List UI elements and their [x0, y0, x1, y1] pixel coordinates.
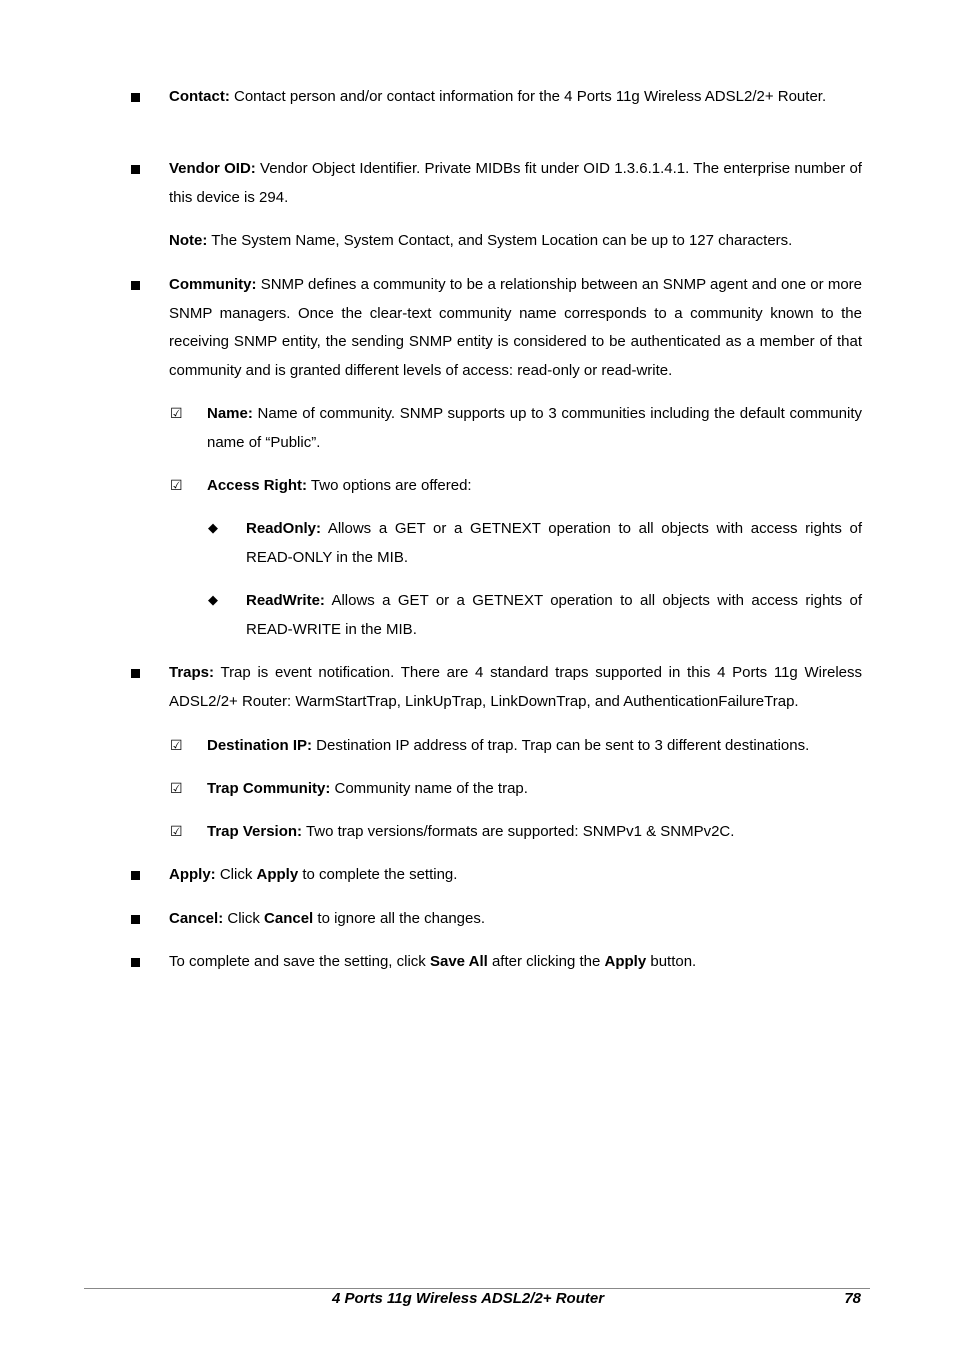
contact-paragraph [169, 83, 862, 112]
readwrite-paragraph [246, 587, 862, 644]
readonly-term: ReadOnly: [246, 520, 322, 537]
apply-text-2: to complete the setting. [298, 866, 458, 883]
access-right-text: Two options are offered: [307, 477, 472, 494]
trap-community-paragraph [207, 775, 862, 804]
checkbox-checked-icon: ☑ [170, 781, 183, 797]
community-term: Community: [169, 276, 257, 293]
save-paragraph [169, 948, 862, 977]
community-paragraph [169, 271, 862, 385]
destination-ip-paragraph [207, 732, 862, 761]
checkbox-checked-icon: ☑ [170, 406, 183, 422]
trap-version-text: Two trap versions/formats are supported: SNMPv1 & SNMPv2C. [302, 823, 735, 840]
bullet-square-icon [131, 93, 140, 102]
readwrite-term: ReadWrite: [246, 592, 325, 609]
trap-version-paragraph [207, 818, 862, 847]
apply-text-1: Click [215, 866, 257, 883]
save-text-2: after clicking the [487, 953, 605, 970]
name-text: Name of community. SNMP supports up to 3 communities including the default community name of “Public”. [207, 405, 862, 451]
contact-text: Contact person and/or contact information for the 4 Ports 11g Wireless ADSL2/2+ Router. [229, 88, 827, 105]
page-number: 78 [844, 1290, 861, 1307]
contact-term: Contact: [169, 88, 230, 105]
save-text-1: To complete and save the setting, click [169, 953, 430, 970]
traps-term: Traps: [169, 664, 215, 681]
destination-ip-term: Destination IP: [207, 737, 313, 754]
cancel-text-2: to ignore all the changes. [313, 910, 486, 927]
name-paragraph [207, 400, 862, 457]
access-right-paragraph [207, 472, 862, 501]
name-term: Name: [207, 405, 253, 422]
note-paragraph [169, 227, 862, 256]
vendor-oid-term: Vendor OID: [169, 160, 256, 177]
footer-rule [84, 1288, 870, 1289]
trap-community-term: Trap Community: [207, 780, 331, 797]
save-all-bold: Save All [429, 953, 488, 970]
note-term: Note: [169, 232, 208, 249]
apply-bold: Apply [604, 953, 647, 970]
vendor-oid-paragraph [169, 155, 862, 212]
bullet-square-icon [131, 958, 140, 967]
trap-version-term: Trap Version: [207, 823, 303, 840]
traps-text: Trap is event notification. There are 4 standard traps supported in this 4 Ports 11g Wireless ADSL2/2+ Router: WarmStartTrap, LinkUpTrap, LinkDownTrap, and AuthenticationFailureTrap. [169, 664, 862, 710]
bullet-square-icon [131, 915, 140, 924]
footer-title: 4 Ports 11g Wireless ADSL2/2+ Router [332, 1290, 605, 1307]
apply-bold: Apply [256, 866, 299, 883]
cancel-bold: Cancel [264, 910, 314, 927]
diamond-bullet-icon: ◆ [208, 521, 218, 536]
bullet-square-icon [131, 871, 140, 880]
vendor-oid-text: Vendor Object Identifier. Private MIDBs fit under OID 1.3.6.1.4.1. The enterprise number of this device is 294. [169, 160, 862, 206]
apply-term: Apply: [169, 866, 216, 883]
readonly-paragraph [246, 515, 862, 572]
traps-paragraph [169, 659, 862, 716]
destination-ip-text: Destination IP address of trap. Trap can be sent to 3 different destinations. [312, 737, 810, 754]
bullet-square-icon [131, 669, 140, 678]
save-text-3: button. [646, 953, 697, 970]
diamond-bullet-icon: ◆ [208, 593, 218, 608]
checkbox-checked-icon: ☑ [170, 738, 183, 754]
readonly-text: Allows a GET or a GETNEXT operation to all objects with access rights of READ-ONLY in the MIB. [246, 520, 862, 566]
bullet-square-icon [131, 165, 140, 174]
note-text: The System Name, System Contact, and System Location can be up to 127 characters. [207, 232, 793, 249]
apply-paragraph [169, 861, 862, 890]
checkbox-checked-icon: ☑ [170, 824, 183, 840]
community-text: SNMP defines a community to be a relationship between an SNMP agent and one or more SNMP managers. Once the clear-text community name corresponds to a community known to the receiving SNMP entity, the sending SNMP entity is considered to be authenticated as a member of that community and is granted different levels of access: read-only or read-write. [169, 276, 862, 379]
cancel-term: Cancel: [169, 910, 224, 927]
bullet-square-icon [131, 281, 140, 290]
access-right-term: Access Right: [207, 477, 308, 494]
readwrite-text: Allows a GET or a GETNEXT operation to all objects with access rights of READ-WRITE in the MIB. [246, 592, 862, 638]
checkbox-checked-icon: ☑ [170, 478, 183, 494]
cancel-paragraph [169, 905, 862, 934]
trap-community-text: Community name of the trap. [330, 780, 528, 797]
cancel-text-1: Click [223, 910, 265, 927]
